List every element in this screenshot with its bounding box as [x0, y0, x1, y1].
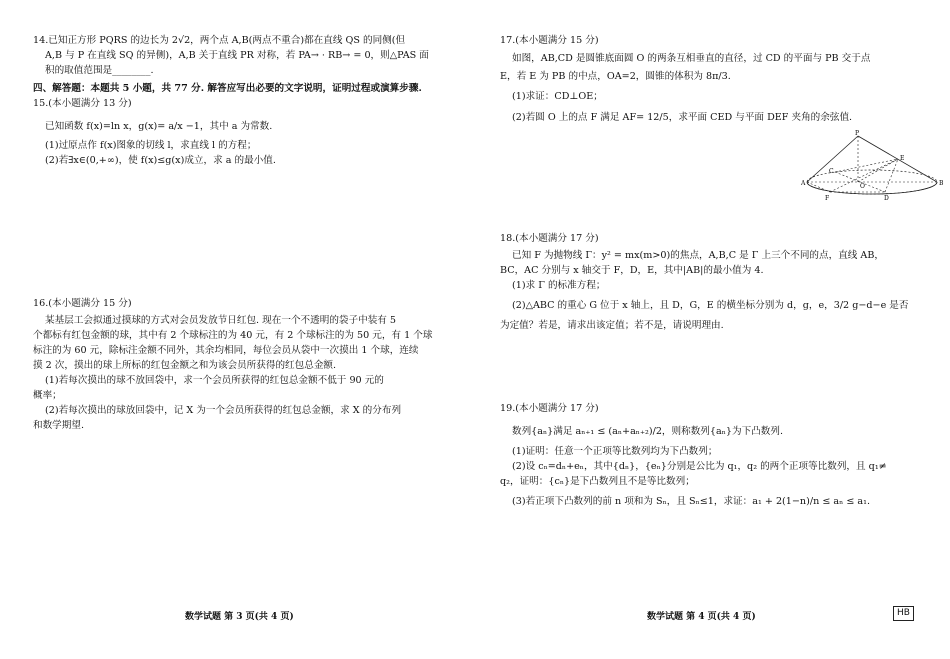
q18-line-5: 为定值？若是，请求出该定值；若不是，请说明理由. — [500, 320, 724, 331]
left-page-footer: 数学试题 第 3 页(共 4 页) — [185, 612, 294, 622]
q16-line-5: (1)若每次摸出的球不放回袋中，求一个会员所获得的红包总金额不低于 90 元的 — [45, 375, 384, 386]
q17-line-4: (2)若圆 O 上的点 F 满足 AF= 12/5，求平面 CED 与平面 DEF 夹角的余弦值. — [512, 112, 853, 123]
label-O: O — [860, 183, 865, 190]
q16-line-4: 摸 2 次，摸出的球上所标的红包金额之和为该会员所获得的红包总金额. — [33, 360, 337, 371]
question-15 — [33, 96, 276, 168]
hb-badge: HB — [893, 606, 914, 621]
q16-header: 16.(本小题满分 15 分) — [33, 298, 132, 309]
q14-line-2: A,B 与 P 在直线 SQ 的异侧)，A,B 关于直线 PR 对称，若 PA→ · RB→ = 0，则△PAS 面 — [45, 50, 429, 61]
q17-line-1: 如图，AB,CD 是圆锥底面圆 O 的两条互相垂直的直径，过 CD 的平面与 PB 交于点 — [512, 53, 871, 64]
label-P: P — [855, 130, 860, 137]
q18-line-2: BC，AC 分别与 x 轴交于 F，D，E，其中|AB|的最小值为 4. — [500, 265, 764, 276]
q19-line-5: (3)若正项下凸数列的前 n 项和为 Sₙ，且 Sₙ≤1，求证：a₁ + 2(1−n)/n ≤ aₙ ≤ a₁. — [512, 496, 871, 507]
question-17 — [500, 33, 870, 125]
q18-line-1: 已知 F 为抛物线 Γ：y² = mx(m>0)的焦点，A,B,C 是 Γ 上三个不同的点，直线 AB， — [512, 250, 885, 261]
q19-line-1: 数列{aₙ}满足 aₙ₊₁ ≤ (aₙ+aₙ₊₂)/2，则称数列{aₙ}为下凸数列. — [512, 426, 783, 437]
question-14 — [33, 33, 429, 78]
q19-line-4: q₂，证明：{cₙ}是下凸数列且不是等比数列； — [500, 476, 695, 487]
question-19 — [500, 401, 887, 509]
question-18 — [500, 231, 909, 333]
q19-line-3: (2)设 cₙ=dₙ+eₙ，其中{dₙ}，{eₙ}分别是公比为 q₁，q₂ 的两个正项等比数列，且 q₁≠ — [512, 461, 887, 472]
q18-line-4: (2)△ABC 的重心 G 位于 x 轴上，且 D，G，E 的横坐标分别为 d，g，e，3/2 g−d−e 是否 — [512, 300, 909, 311]
q18-header: 18.(本小题满分 17 分) — [500, 233, 599, 244]
q18-line-3: (1)求 Γ 的标准方程； — [512, 280, 606, 291]
label-E: E — [900, 155, 905, 162]
label-C: C — [829, 168, 834, 175]
q15-header: 15.(本小题满分 13 分) — [33, 98, 132, 109]
q16-line-1: 某基层工会拟通过摸球的方式对会员发放节日红包. 现在一个不透明的袋子中装有 5 — [45, 315, 397, 326]
label-D: D — [884, 195, 889, 202]
q14-line-3: 积的取值范围是________. — [45, 65, 154, 76]
q17-header: 17.(本小题满分 15 分) — [500, 35, 599, 46]
q15-line-1: 已知函数 f(x)=ln x，g(x)= a/x −1，其中 a 为常数. — [45, 121, 273, 132]
q15-line-2: (1)过原点作 f(x)图象的切线 l，求直线 l 的方程； — [45, 140, 257, 151]
q16-line-2: 个都标有红包金额的球，其中有 2 个球标注的为 40 元，有 2 个球标注的为 50 元，有 1 个球 — [33, 330, 433, 341]
label-A: A — [801, 180, 806, 187]
q16-line-3: 标注的为 60 元，除标注金额不同外，其余均相同，每位会员从袋中一次摸出 1 个球，连续 — [33, 345, 419, 356]
question-16 — [33, 296, 432, 433]
q17-line-2: E，若 E 为 PB 的中点，OA=2，圆锥的体积为 8π/3. — [500, 71, 731, 82]
cone-figure — [800, 130, 945, 205]
q19-header: 19.(本小题满分 17 分) — [500, 403, 599, 414]
right-page-footer: 数学试题 第 4 页(共 4 页) — [647, 612, 756, 622]
label-F: F — [825, 195, 830, 202]
q16-line-7: (2)若每次摸出的球放回袋中，记 X 为一个会员所获得的红包总金额，求 X 的分布列 — [45, 405, 402, 416]
q15-line-3: (2)若∃x∈(0,+∞)，使 f(x)≤g(x)成立，求 a 的最小值. — [45, 155, 276, 166]
section-4-heading: 四、解答题：本题共 5 小题，共 77 分. 解答应写出必要的文字说明，证明过程或演算步骤. — [33, 83, 422, 94]
q19-line-2: (1)证明：任意一个正项等比数列均为下凸数列； — [512, 446, 718, 457]
right-page — [475, 0, 950, 659]
q16-line-6: 概率； — [33, 390, 62, 401]
label-B: B — [939, 180, 944, 187]
q17-line-3: (1)求证：CD⊥OE； — [512, 91, 603, 102]
q16-line-8: 和数学期望. — [33, 420, 85, 431]
q14-line-1: 14.已知正方形 PQRS 的边长为 2√2，两个点 A,B(两点不重合)都在直线 QS 的同侧(但 — [33, 35, 406, 46]
